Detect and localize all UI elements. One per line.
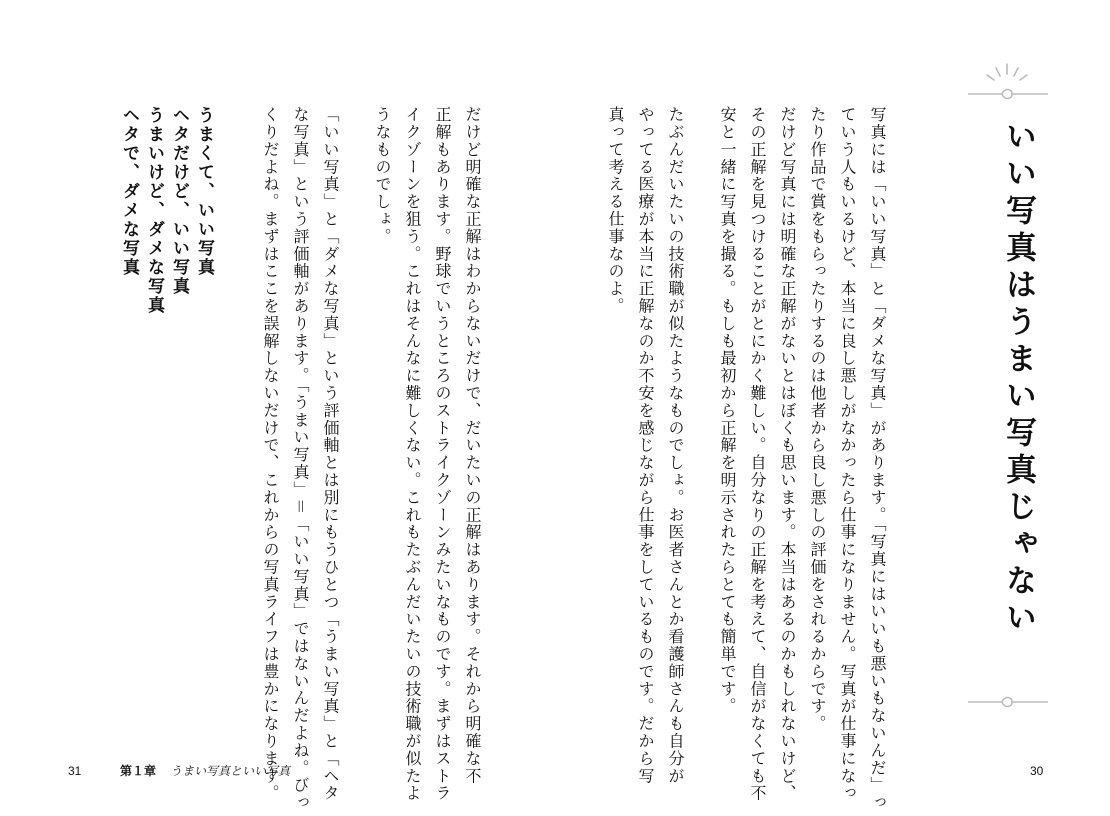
emphasis-line: うまいけど、ダメな写真 [144, 106, 164, 315]
body-line: 正解もあります。野球でいうところのストライクゾーンみたいなものです。まずはストラ [433, 106, 452, 802]
emphasis-line: うまくて、いい写真 [194, 106, 214, 277]
body-line: 写真には「いい写真」と「ダメな写真」があります。「写真にはいいも悪いもないんだ」っ [868, 106, 887, 812]
body-line: たぶんだいたいの技術職が似たようなものでしょ。お医者さんとか看護師さんも自分が [666, 106, 685, 785]
body-line: だけど写真には明確な正解がないとはぼくも思います。本当はあるのかもしれないけど、 [778, 106, 797, 802]
body-line: な写真」という評価軸があります。「うまい写真」＝「いい写真」ではないんだよね。びっ [291, 106, 310, 812]
page-title: いい写真はうまい写真じゃない [1000, 120, 1036, 638]
body-line: イクゾーンを狙う。これはそんなに難しくない。これもたぶんだいたいの技術職が似たよ [403, 106, 422, 802]
left-body-text [255, 106, 487, 811]
body-line: 真って考える仕事なのよ。 [606, 106, 625, 315]
title-ornament-bottom [968, 690, 1048, 720]
body-line: うなものでしょ。 [373, 106, 392, 246]
emphasis-line: ヘタだけど、いい写真 [169, 106, 189, 296]
body-line: くりだよね。まずはここを誤解しないだけで、これからの写真ライフは豊かになります。 [261, 106, 280, 802]
page-number-left: 31 [68, 764, 82, 778]
body-line: やってる医療が本当に正解なのか不安を感じながら仕事をしているものです。だから写 [636, 106, 655, 785]
emphasis-line: ヘタで、ダメな写真 [119, 106, 139, 277]
chapter-title: うまい写真といい写真 [170, 764, 291, 778]
body-line: たり作品で賞をもらったりするのは他者から良し悪しの評価をされるからです。 [808, 106, 827, 733]
paragraph-gap [345, 106, 367, 811]
body-line: その正解を見つけることがとにかく難しい。自分なりの正解を考えて、自信がなくても不 [748, 106, 767, 802]
body-line: ていう人もいるけど、本当に良し悪しがなかったら仕事になりません。写真が仕事になっ [838, 106, 857, 802]
body-line: だけど明確な正解はわからないだけで、だいたいの正解はあります。それから明確な不 [463, 106, 482, 785]
title-ornament-top [968, 58, 1048, 108]
page-number-right: 30 [1030, 764, 1044, 778]
paragraph-gap [690, 106, 712, 811]
chapter-label: 第１章 [120, 764, 157, 778]
body-line: 安と一緒に写真を撮る。もしも最初から正解を明示されたらとても簡単です。 [718, 106, 737, 715]
right-body-text [600, 106, 892, 811]
body-line: 「いい写真」と「ダメな写真」という評価軸とは別にもうひとつ「うまい写真」と「ヘタ [321, 106, 340, 802]
emphasis-list [116, 106, 216, 315]
